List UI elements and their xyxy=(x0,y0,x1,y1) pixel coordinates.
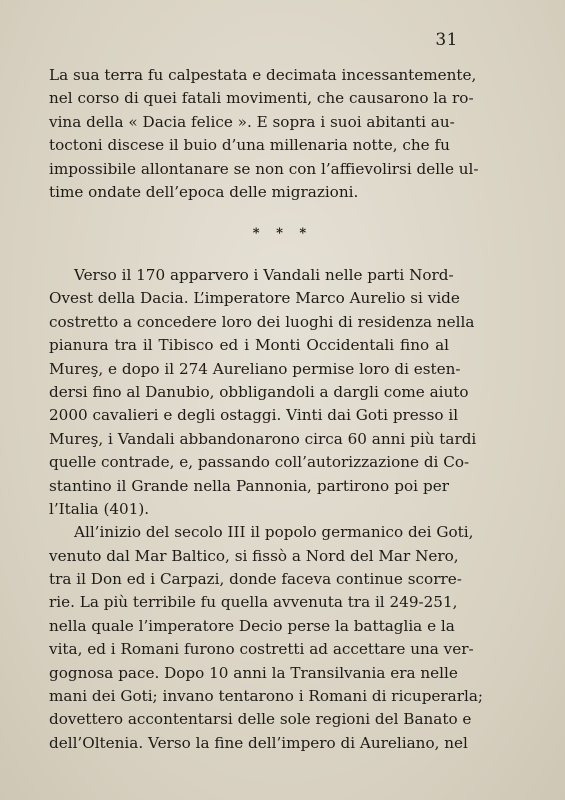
text-line: stantino il Grande nella Pannonia, partirono poi per xyxy=(49,476,449,495)
text-line: venuto dal Mar Baltico, si fissò a Nord del Mar Nero, xyxy=(49,546,459,565)
text-line: costretto a concedere loro dei luoghi di residenza nella xyxy=(49,312,475,331)
text-line: All’inizio del secolo III il popolo germanico dei Goti, xyxy=(74,523,474,542)
paragraph-1 xyxy=(49,64,479,204)
text-line: dersi fino al Danubio, obbligandoli a dargli come aiuto xyxy=(49,382,469,401)
text-line: impossibile allontanare se non con l’affievolirsi delle ul- xyxy=(49,159,479,178)
text-line: toctoni discese il buio d’una millenaria notte, che fu xyxy=(49,136,450,155)
text-line: La sua terra fu calpestata e decimata incessantemente, xyxy=(49,66,477,84)
text-line: pianura tra il Tibisco ed i Monti Occidentali fino al xyxy=(49,336,449,355)
text-line: Verso il 170 apparvero i Vandali nelle parti Nord- xyxy=(74,266,454,284)
section-separator: * * * xyxy=(252,226,313,241)
text-line: 2000 cavalieri e degli ostaggi. Vinti dai Goti presso il xyxy=(49,406,459,425)
paragraph-2 xyxy=(49,264,477,521)
text-line: time ondate dell’epoca delle migrazioni. xyxy=(49,182,359,201)
page-number: 31 xyxy=(435,30,458,50)
text-line: vita, ed i Romani furono costretti ad accettare una ver- xyxy=(49,640,474,659)
text-line: tra il Don ed i Carpazi, donde faceva continue scorre- xyxy=(49,570,462,589)
body-text xyxy=(49,264,484,755)
text-line: vina della « Dacia felice ». E sopra i suoi abitanti au- xyxy=(49,112,455,131)
text-line: Mureş, i Vandali abbandonarono circa 60 anni più tardi xyxy=(49,429,477,448)
text-line: gognosa pace. Dopo 10 anni la Transilvania era nelle xyxy=(49,663,458,682)
text-line: Mureş, e dopo il 274 Aureliano permise loro di esten- xyxy=(49,359,461,378)
text-line: Ovest della Dacia. L’imperatore Marco Aurelio si vide xyxy=(49,289,460,308)
text-line: dovettero accontentarsi delle sole regioni del Banato e xyxy=(49,710,472,729)
text-line: mani dei Goti; invano tentarono i Romani di ricuperarla; xyxy=(49,687,484,706)
text-line: nella quale l’imperatore Decio perse la battaglia e la xyxy=(49,616,455,635)
text-line: l’Italia (401). xyxy=(49,499,150,518)
paragraph-3 xyxy=(49,521,484,755)
text-line: rie. La più terribile fu quella avvenuta tra il 249-251, xyxy=(49,593,458,612)
text-line: nel corso di quei fatali movimenti, che causarono la ro- xyxy=(49,89,474,108)
text-line: quelle contrade, e, passando coll’autorizzazione di Co- xyxy=(49,453,470,472)
text-line: dell’Oltenia. Verso la fine dell’impero di Aureliano, nel xyxy=(49,733,468,752)
